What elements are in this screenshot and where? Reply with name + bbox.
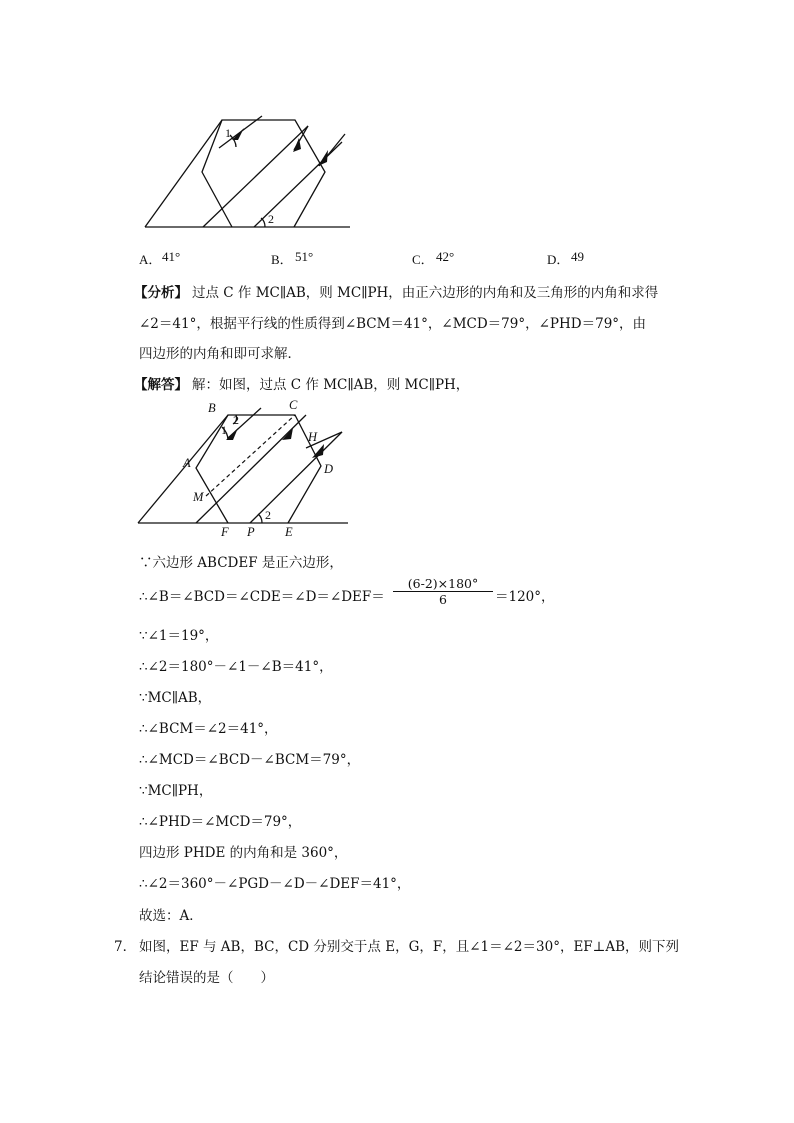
label-d: D bbox=[324, 462, 334, 476]
step-3: ∵∠1＝19°， bbox=[139, 628, 219, 644]
option-d-letter: D． bbox=[547, 252, 570, 267]
figure-2-lines bbox=[138, 408, 348, 523]
step-9: ∴∠PHD＝∠MCD＝79°， bbox=[139, 814, 302, 830]
step-11: ∴∠2＝360°－∠PGD－∠D－∠DEF＝41°， bbox=[139, 876, 411, 892]
label-e: E bbox=[285, 525, 293, 539]
step-2-denominator: 6 bbox=[439, 592, 447, 607]
step-2-prefix: ∴∠B＝∠BCD＝∠CDE＝∠D＝∠DEF＝ bbox=[139, 589, 385, 605]
option-d-value: 49 bbox=[571, 249, 584, 264]
option-a-letter: A． bbox=[139, 252, 162, 267]
analysis-line-2: ∠2＝41°，根据平行线的性质得到∠BCM＝41°，∠MCD＝79°，∠PHD＝79°，由 bbox=[139, 316, 647, 332]
figure-1-angle-1-label: 1 bbox=[225, 126, 231, 140]
option-b-value: 51° bbox=[295, 249, 314, 264]
label-h: H bbox=[308, 430, 318, 444]
label-c: C bbox=[289, 398, 298, 412]
option-b-letter: B． bbox=[271, 252, 293, 267]
step-5: ∵MC∥AB， bbox=[139, 690, 212, 706]
fig2-angle-2-top-label: 2 bbox=[233, 413, 239, 427]
label-f: F bbox=[221, 525, 229, 539]
step-1: ∵六边形 ABCDEF 是正六边形， bbox=[139, 555, 343, 571]
step-7: ∴∠MCD＝∠BCD－∠BCM＝79°， bbox=[139, 752, 361, 768]
dashed-line-mc bbox=[206, 415, 295, 496]
step-2-suffix: ＝120°， bbox=[495, 589, 555, 605]
label-m: M bbox=[193, 490, 204, 504]
label-a: A bbox=[183, 456, 191, 470]
question-7-line-2: 结论错误的是（ ） bbox=[139, 970, 274, 986]
step-2-numerator: (6-2)×180° bbox=[393, 576, 493, 592]
line-through-m bbox=[196, 415, 306, 523]
answer-tag: 【解答】 bbox=[134, 377, 188, 393]
analysis-line-1: 过点 C 作 MC∥AB，则 MC∥PH，由正六边形的内角和及三角形的内角和求得 bbox=[192, 285, 659, 301]
step-10: 四边形 PHDE 的内角和是 360°， bbox=[139, 845, 348, 861]
label-b: B bbox=[208, 401, 216, 415]
fig2-angle-2-bottom-label: 2 bbox=[265, 508, 271, 522]
option-c-letter: C． bbox=[412, 252, 434, 267]
step-6: ∴∠BCM＝∠2＝41°， bbox=[139, 721, 278, 737]
figure-1-angle-2-label: 2 bbox=[268, 212, 274, 226]
step-4: ∴∠2＝180°－∠1－∠B＝41°， bbox=[139, 659, 333, 675]
question-7-line-1: 如图，EF 与 AB，BC，CD 分别交于点 E，G，F，且∠1＝∠2＝30°，EF⊥AB，则下列 bbox=[139, 939, 680, 955]
option-a-value: 41° bbox=[162, 249, 181, 264]
step-12: 故选：A． bbox=[139, 908, 203, 924]
label-p: P bbox=[247, 525, 255, 539]
step-8: ∵MC∥PH， bbox=[139, 783, 213, 799]
analysis-line-3: 四边形的内角和即可求解． bbox=[139, 346, 301, 362]
fig2-angle-1-label: 1 bbox=[221, 423, 227, 437]
analysis-tag: 【分析】 bbox=[134, 285, 188, 301]
question-7-number: 7． bbox=[114, 939, 137, 955]
option-c-value: 42° bbox=[436, 249, 455, 264]
step-2-fraction bbox=[393, 576, 493, 607]
figure-2 bbox=[0, 0, 794, 560]
fig2-angle-2-bottom-arc bbox=[258, 514, 262, 523]
answer-intro: 解：如图，过点 C 作 MC∥AB，则 MC∥PH， bbox=[192, 377, 470, 393]
